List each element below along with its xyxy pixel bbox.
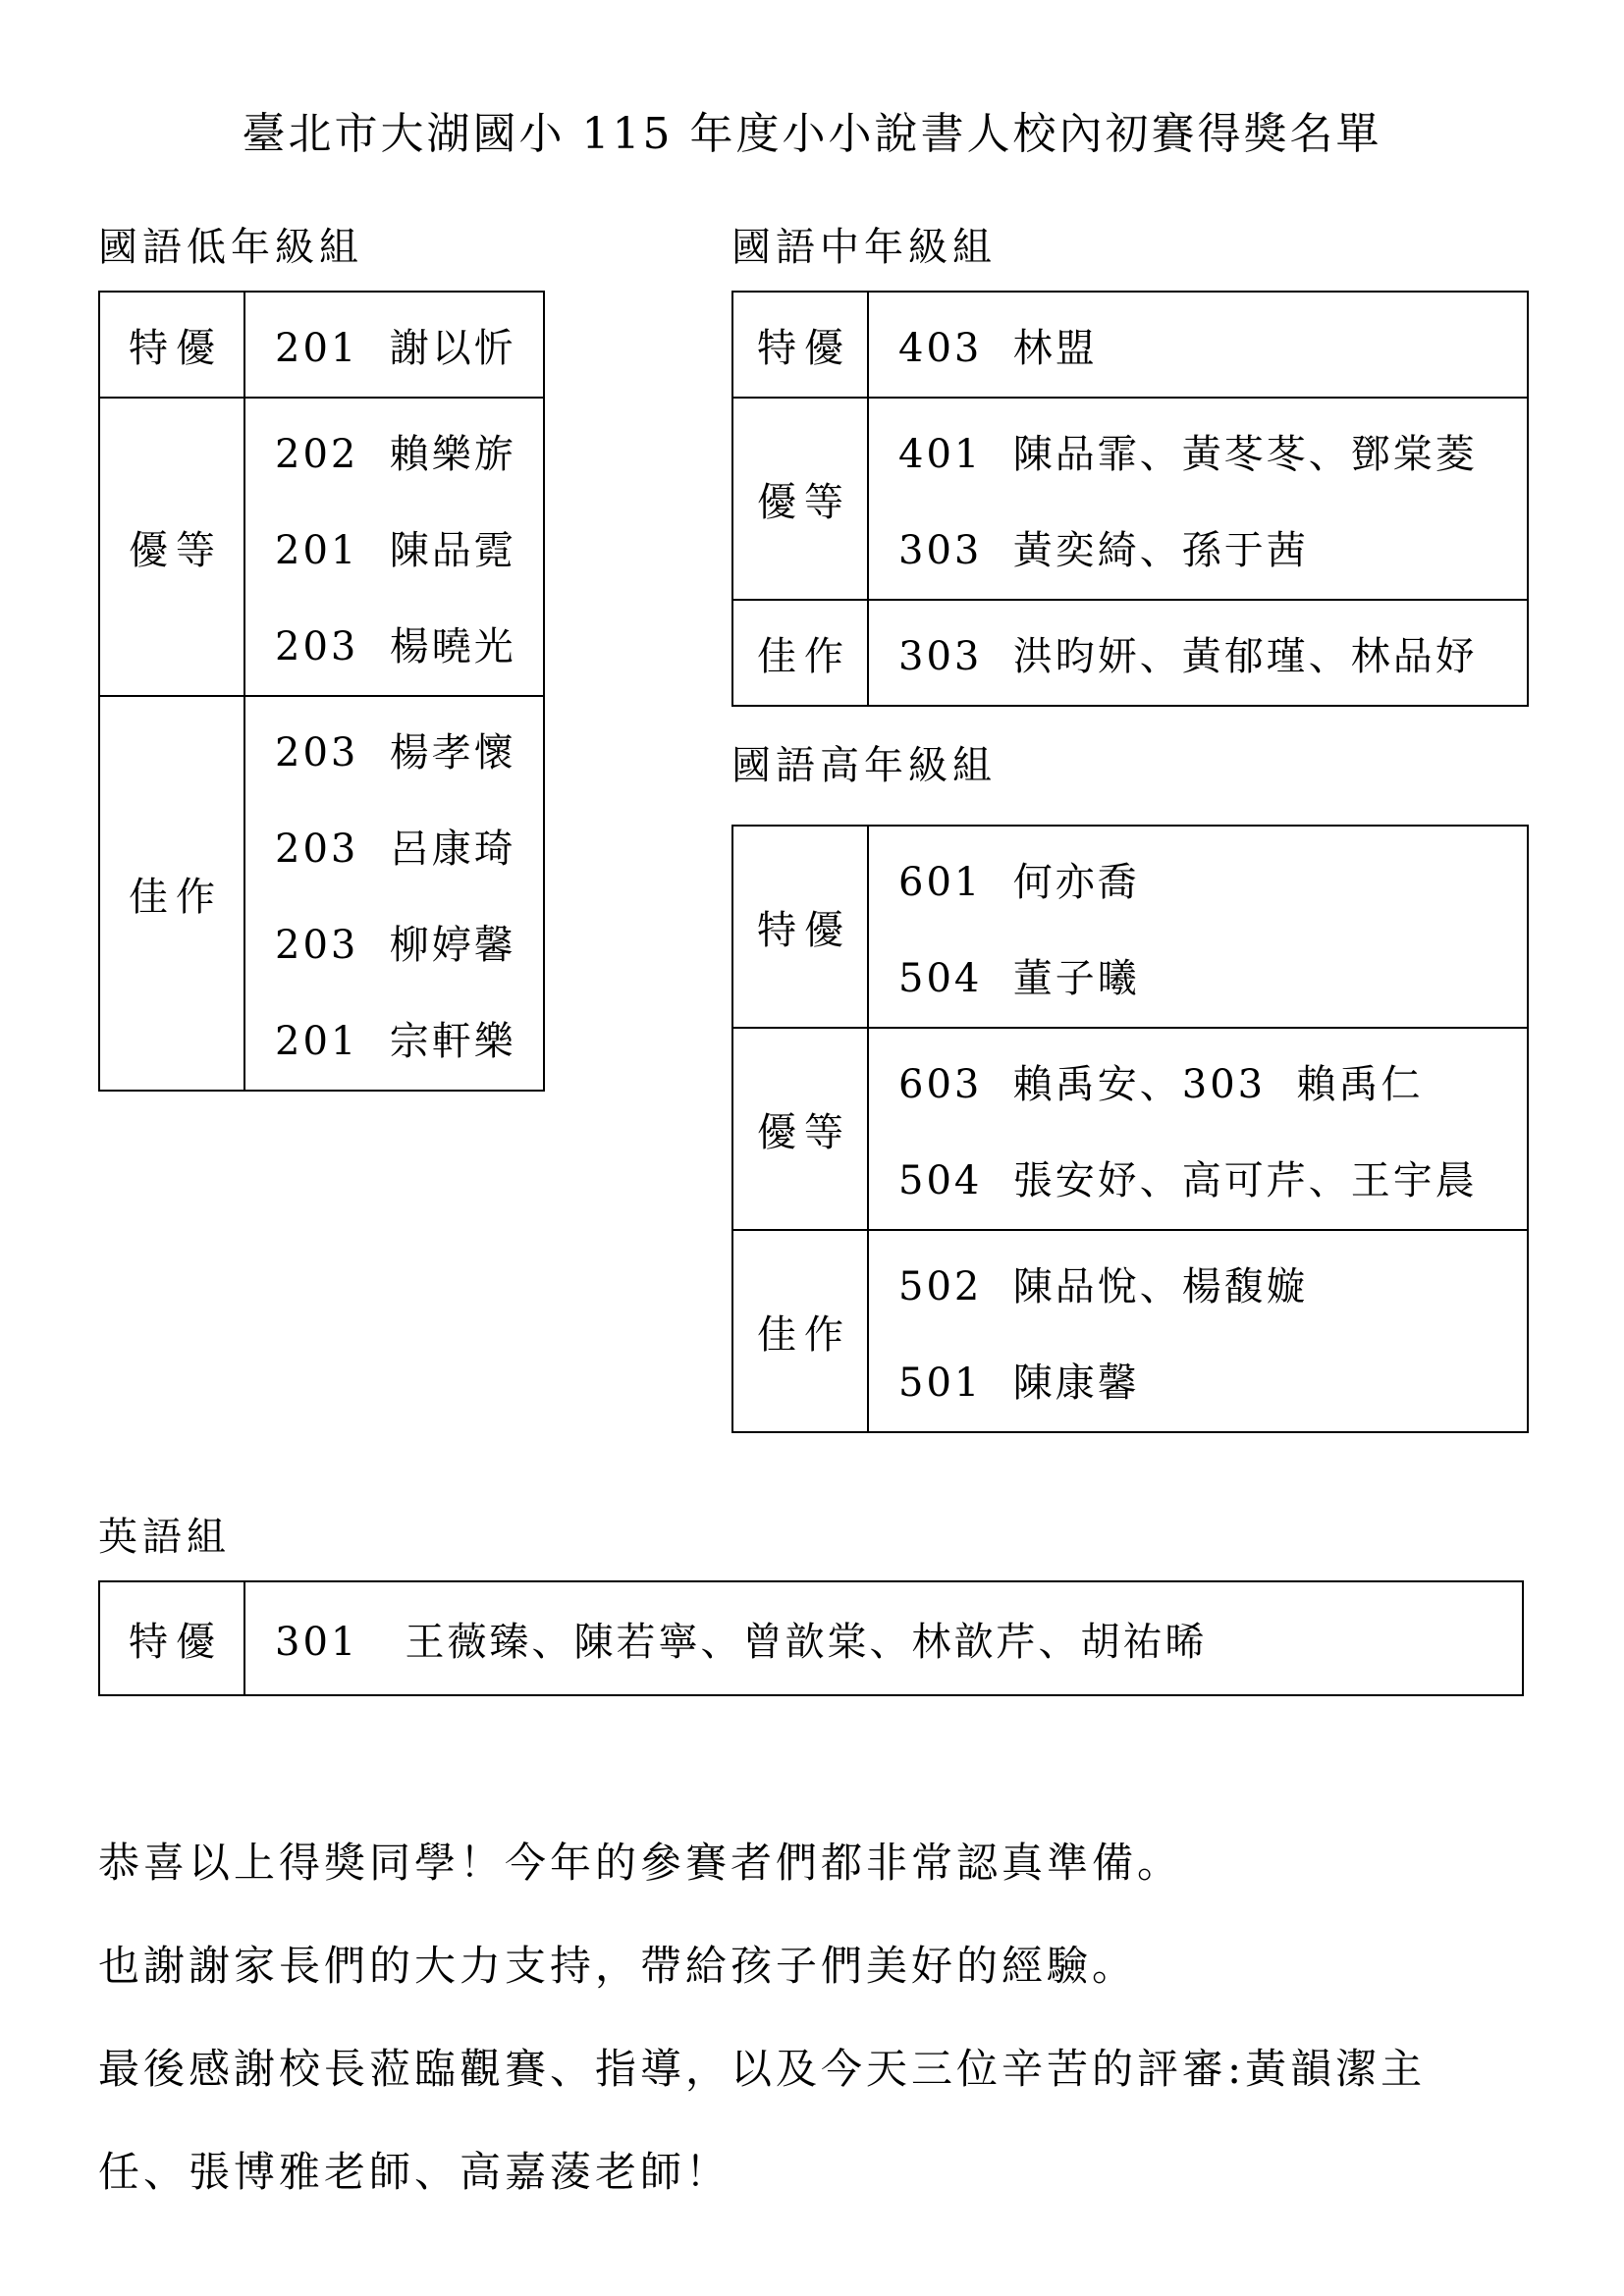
winner-entry: 303 洪昀妍、黃郁瑾、林品妤 (898, 633, 1478, 679)
rank-cell: 特優 (732, 826, 868, 1028)
rank-cell: 佳作 (732, 1230, 868, 1432)
winner-entry: 203 楊孝懷 (275, 729, 516, 775)
winner-entry: 504 董子曦 (898, 955, 1140, 1001)
winner-entry: 301 王薇臻、陳若寧、曾歆棠、林歆芹、胡祐晞 (275, 1619, 1208, 1665)
names-cell (244, 696, 544, 1091)
rank-cell: 佳作 (732, 600, 868, 706)
english-group-table (98, 1580, 1524, 1696)
winner-entry: 203 楊曉光 (275, 623, 516, 669)
closing-remarks (98, 1811, 1516, 2223)
winner-entry: 201 宗軒樂 (275, 1018, 516, 1064)
table-row (732, 398, 1528, 600)
winner-entry: 601 何亦喬 (898, 859, 1140, 905)
section-label-english: 英語組 (98, 1515, 231, 1560)
closing-paragraph: 最後感謝校長蒞臨觀賽、指導，以及今天三位辛苦的評審:黃韻潔主任、張博雅老師、高嘉蔆老師！ (98, 2045, 1427, 2196)
table-row (99, 696, 544, 1091)
names-cell (868, 826, 1528, 1028)
names-cell (868, 600, 1528, 706)
names-cell (868, 292, 1528, 398)
low-grade-table (98, 291, 545, 1092)
closing-paragraph: 恭喜以上得獎同學！今年的參賽者們都非常認真準備。 (98, 1839, 1183, 1887)
table-row (99, 292, 544, 398)
table-row (732, 826, 1528, 1028)
section-label-low-grade: 國語低年級組 (98, 225, 363, 270)
high-grade-table (731, 825, 1529, 1433)
page-title: 臺北市大湖國小 115 年度小小說書人校內初賽得獎名單 (242, 109, 1382, 159)
rank-cell: 特優 (99, 292, 244, 398)
winner-entry: 303 黃奕綺、孫于茜 (898, 527, 1309, 573)
winner-entry: 201 謝以忻 (275, 325, 516, 371)
names-cell (244, 292, 544, 398)
closing-paragraph: 也謝謝家長們的大力支持，帶給孩子們美好的經驗。 (98, 1942, 1138, 1990)
winner-entry: 501 陳康馨 (898, 1360, 1140, 1406)
rank-cell: 優等 (732, 1028, 868, 1230)
table-row (732, 1028, 1528, 1230)
table-row (99, 398, 544, 696)
names-cell (244, 398, 544, 696)
names-cell (868, 1230, 1528, 1432)
winner-entry: 203 呂康琦 (275, 826, 516, 872)
winner-entry: 603 賴禹安、303 賴禹仁 (898, 1061, 1424, 1107)
names-cell (868, 398, 1528, 600)
rank-cell: 特優 (99, 1581, 244, 1695)
rank-cell: 特優 (732, 292, 868, 398)
winner-entry: 202 賴樂旂 (275, 431, 516, 477)
section-label-high-grade: 國語高年級組 (731, 743, 997, 788)
winner-entry: 504 張安妤、高可芹、王宇晨 (898, 1157, 1478, 1203)
winner-entry: 401 陳品霏、黃苳苳、鄧棠菱 (898, 431, 1478, 477)
rank-cell: 優等 (732, 398, 868, 600)
winner-entry: 201 陳品霓 (275, 527, 516, 573)
names-cell (244, 1581, 1523, 1695)
winner-entry: 502 陳品悅、楊馥嫙 (898, 1263, 1309, 1309)
rank-cell: 優等 (99, 398, 244, 696)
winner-entry: 203 柳婷馨 (275, 922, 516, 968)
table-row (732, 292, 1528, 398)
table-row (732, 1230, 1528, 1432)
rank-cell: 佳作 (99, 696, 244, 1091)
table-row (99, 1581, 1523, 1695)
names-cell (868, 1028, 1528, 1230)
section-label-mid-grade: 國語中年級組 (731, 225, 997, 270)
winner-entry: 403 林盟 (898, 325, 1098, 371)
table-row (732, 600, 1528, 706)
mid-grade-table (731, 291, 1529, 707)
